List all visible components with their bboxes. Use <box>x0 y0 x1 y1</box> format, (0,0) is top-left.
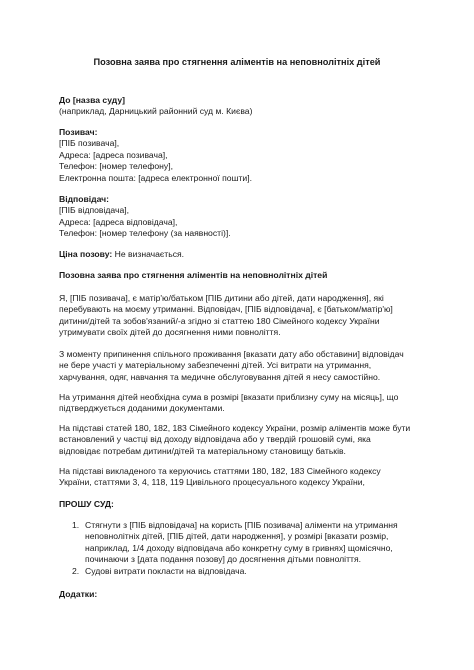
paragraph-line: перебувають на моєму утриманні. Відповідач, [ПІБ відповідача], є [батьком/матір'ю] <box>59 304 393 315</box>
paragraph-line: дитини/дітей та зобов'язаний/-а згідно зі статтею 180 Сімейного кодексу України <box>59 315 380 326</box>
request-item <box>59 566 424 577</box>
paragraph-line: утримувати своїх дітей до досягнення ними повноліття. <box>59 327 281 338</box>
paragraph-line: На підставі статей 180, 182, 183 Сімейного кодексу України, розмір аліментів може бути <box>59 423 411 433</box>
paragraph-line: На утримання дітей необхідна сума в розмірі [вказати приблизну суму на місяць], що <box>59 392 399 402</box>
paragraph <box>59 349 424 383</box>
request-item-number: 2. <box>72 565 80 576</box>
court-heading: До [назва суду] <box>59 95 125 105</box>
paragraph-line: харчування, одяг, навчання та медичне обслуговування дітей я несу самостійно. <box>59 371 381 382</box>
plaintiff-line: Телефон: [номер телефону], <box>59 161 173 172</box>
request-item-line: Судові витрати покласти на відповідача. <box>85 565 247 576</box>
plaintiff-line: Адреса: [адреса позивача], <box>59 149 168 160</box>
request-item-line: наприклад, 1/4 доходу відповідача або конкретну суму в гривнях] щомісячно, <box>85 542 393 553</box>
plaintiff-block <box>59 127 424 184</box>
plaintiff-line: [ПІБ позивача], <box>59 138 120 149</box>
paragraph <box>59 293 424 339</box>
defendant-line: Адреса: [адреса відповідача], <box>59 216 178 227</box>
attachments-block <box>59 589 424 600</box>
claim-price-label: Ціна позову: <box>59 249 113 259</box>
paragraph-line: підтверджується доданими документами. <box>59 403 225 414</box>
paragraph-line: встановлений у частці від доходу відповідача або у твердій грошовій сумі, яка <box>59 434 371 445</box>
plaintiff-line: Електронна пошта: [адреса електронної пошти]. <box>59 172 252 183</box>
request-heading-block <box>59 499 424 510</box>
claim-price <box>59 249 424 260</box>
section-title: Позовна заява про стягнення аліментів на неповнолітніх дітей <box>59 270 328 280</box>
request-heading: ПРОШУ СУД: <box>59 499 114 509</box>
claim-price-value: Не визначається. <box>112 249 185 259</box>
defendant-line: [ПІБ відповідача], <box>59 205 130 216</box>
court-block <box>59 95 424 118</box>
paragraph-line: відповідає потребам дитини/дітей та матеріальному становищу батьків. <box>59 445 346 456</box>
court-example: (наприклад, Дарницький районний суд м. Києва) <box>59 106 253 117</box>
paragraph-line: Я, [ПІБ позивача], є матір'ю/батьком [ПІБ дитини або дітей, дати народження], які <box>59 293 384 303</box>
document-title: Позовна заява про стягнення аліментів на неповнолітніх дітей <box>93 57 381 67</box>
paragraph <box>59 466 424 489</box>
request-item-line: починаючи з [дата подання позову] до досягнення дітьми повноліття. <box>85 554 361 565</box>
defendant-line: Телефон: [номер телефону (за наявності)]. <box>59 228 231 239</box>
defendant-heading: Відповідач: <box>59 194 110 204</box>
request-item-number: 1. <box>72 520 80 530</box>
request-item <box>59 520 424 566</box>
paragraph <box>59 392 424 415</box>
request-list <box>59 520 424 577</box>
request-item-line: неповнолітніх дітей, [ПІБ дітей, дати народження], у розмірі [вказати розмір, <box>85 531 389 542</box>
paragraph-line: З моменту припинення спільного проживання [вказати дату або обставини] відповідач <box>59 349 404 359</box>
plaintiff-heading: Позивач: <box>59 127 98 137</box>
request-item-line: Стягнути з [ПІБ відповідача] на користь [ПІБ позивача] аліменти на утримання <box>85 520 398 530</box>
paragraph-line: України, статтями 3, 4, 118, 119 Цивільного процесуального кодексу України, <box>59 477 365 488</box>
defendant-block <box>59 194 424 240</box>
paragraph-line: не бере участі у матеріальному забезпеченні дітей. Усі витрати на утримання, <box>59 360 372 371</box>
attachments-heading: Додатки: <box>59 589 98 599</box>
paragraph <box>59 423 424 457</box>
section-title-block <box>59 270 424 281</box>
paragraph-line: На підставі викладеного та керуючись статтями 180, 182, 183 Сімейного кодексу <box>59 466 381 476</box>
